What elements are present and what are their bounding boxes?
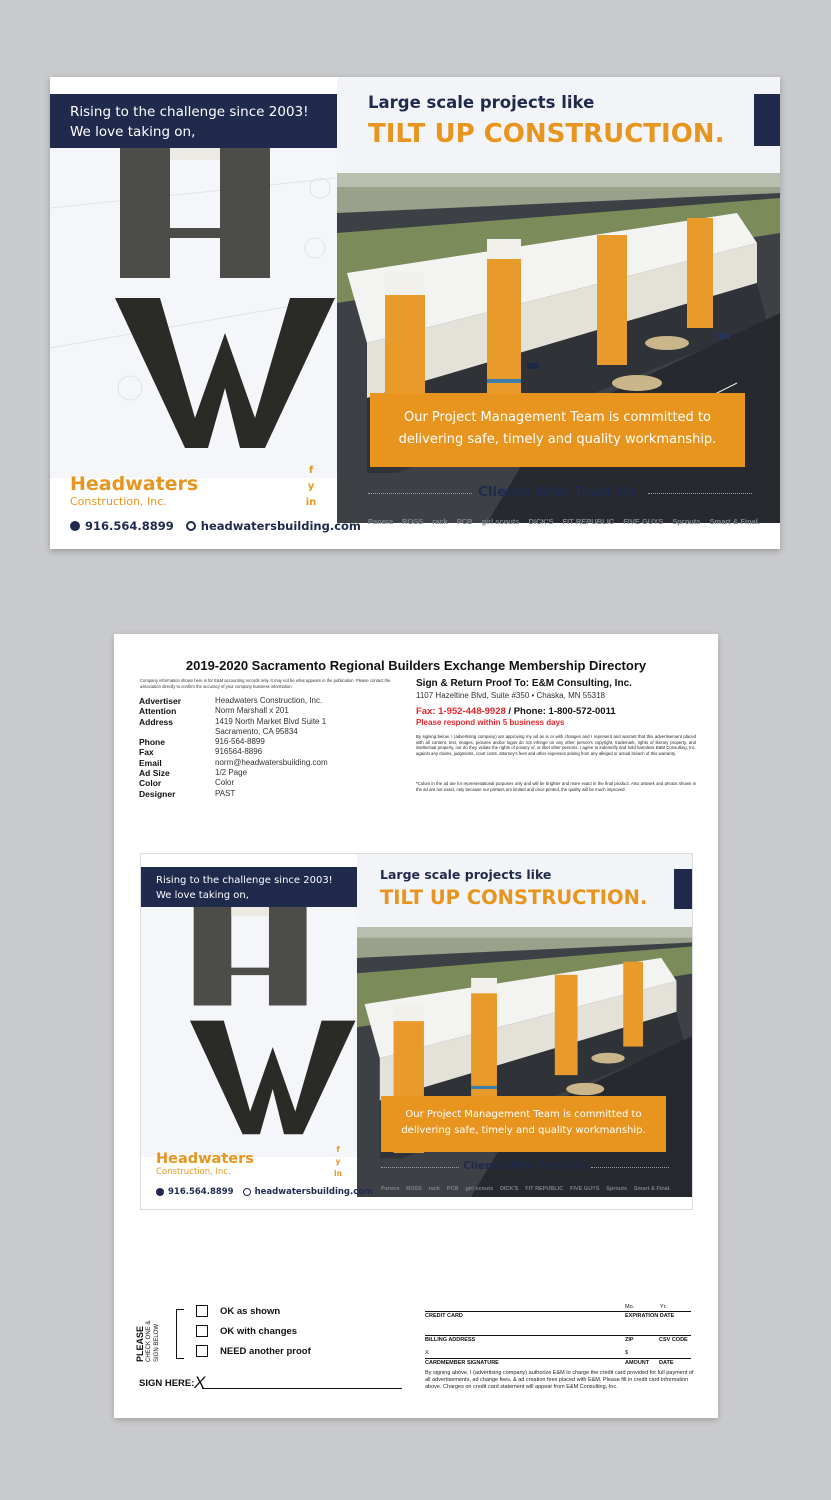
field-row xyxy=(139,778,389,788)
client-logo: Sprouts xyxy=(606,1186,628,1192)
option-label: OK with changes xyxy=(220,1325,298,1337)
client-logo: ROSS xyxy=(406,1186,422,1192)
year-label: Yr. xyxy=(660,1304,667,1310)
clients-title: Clients Who Trust Us xyxy=(478,484,636,500)
phone-icon xyxy=(156,1188,164,1196)
field-key: Email xyxy=(139,757,162,768)
option-ok-with-changes[interactable] xyxy=(196,1325,297,1337)
tagline-line2: We love taking on, xyxy=(70,124,196,140)
building-photo xyxy=(337,173,780,523)
checkbox[interactable] xyxy=(196,1305,208,1317)
subhead: Large scale projects like xyxy=(380,867,552,882)
clients-title: Clients Who Trust Us xyxy=(463,1160,586,1172)
field-row xyxy=(139,737,389,747)
color-disclaimer-text: *Colors in the ad are for representational purposes only and will be brighter and more exact in the final product. Also artwork and photos shown in the ad are not exact, only because our printers are limited and once printed, the quality will be much improved. xyxy=(416,781,696,792)
option-label: NEED another proof xyxy=(220,1345,311,1357)
client-logo: FIT REPUBLIC xyxy=(562,516,615,526)
brand-name: Headwaters xyxy=(70,473,199,495)
divider-left xyxy=(368,493,472,494)
monogram-block xyxy=(141,907,357,1157)
billing-address-label: BILLING ADDRESS xyxy=(425,1337,476,1343)
website-link[interactable]: headwatersbuilding.com xyxy=(254,1187,373,1197)
commitment-banner xyxy=(370,393,745,467)
social-icons xyxy=(332,1144,344,1180)
linkedin-icon[interactable]: in xyxy=(305,497,317,508)
dollar-sign: $ xyxy=(625,1350,629,1356)
navy-accent xyxy=(754,94,780,146)
divider-left xyxy=(381,1167,459,1168)
billing-address-line[interactable] xyxy=(425,1335,691,1336)
client-logo: FIVE GUYS xyxy=(623,516,664,526)
phone-number[interactable]: 916.564.8899 xyxy=(168,1187,234,1197)
field-key: Advertiser xyxy=(139,696,182,706)
website-link[interactable]: headwatersbuilding.com xyxy=(200,519,361,533)
respond-notice: Please respond within 5 business days xyxy=(416,718,565,727)
zip-label: ZIP xyxy=(625,1337,634,1343)
field-value: 916-564-8899 xyxy=(215,737,265,747)
client-logo: DICK'S xyxy=(500,1186,519,1192)
signature-x-mark: X xyxy=(194,1373,206,1392)
please-check-label xyxy=(135,1310,179,1364)
commitment-line1: Our Project Management Team is committed to xyxy=(403,410,711,425)
brand-logo xyxy=(70,473,198,508)
sign-here-label: SIGN HERE: xyxy=(139,1378,195,1389)
month-label: Mo. xyxy=(625,1304,635,1310)
subhead: Large scale projects like xyxy=(368,93,595,112)
client-logo: DICK'S xyxy=(528,516,554,526)
commitment-line2: delivering safe, timely and quality workmanship. xyxy=(398,432,717,447)
globe-icon xyxy=(186,521,196,531)
fax-phone-line xyxy=(416,706,616,717)
csv-label: CSV CODE xyxy=(659,1337,688,1343)
commitment-line2: delivering safe, timely and quality workmanship. xyxy=(401,1125,646,1136)
client-logo: PCB xyxy=(456,516,473,526)
field-value: Headwaters Construction, Inc. xyxy=(215,696,323,705)
contact-line xyxy=(156,1187,373,1197)
client-logo: FIT REPUBLIC xyxy=(525,1186,564,1192)
brand-logo xyxy=(156,1151,254,1177)
field-key: Designer xyxy=(139,788,176,799)
client-logo: girl scouts xyxy=(465,1186,494,1192)
brand-name: Headwaters xyxy=(156,1151,254,1167)
client-logo: Panera xyxy=(381,1186,400,1192)
client-logos xyxy=(381,1180,671,1198)
field-value: 1/2 Page xyxy=(215,768,248,778)
client-logo: Sprouts xyxy=(672,516,701,526)
field-row xyxy=(139,768,389,778)
client-logos xyxy=(368,510,760,532)
field-key: Color xyxy=(139,778,162,789)
client-logo: rack xyxy=(432,516,448,526)
authorization-text: By signing above, I (advertising company) authorize E&M to charge the credit card provided for full payment of all advertisements, ad change fees, & ad creation fees placed with E&M. Please fill in credit card information above. Charges on credit card statement will appear from E&M Consulting, Inc. xyxy=(425,1370,694,1391)
brand-sub: Construction, Inc. xyxy=(70,495,167,508)
tagline-line2: We love taking on, xyxy=(156,890,249,901)
please-text: PLEASE xyxy=(135,1325,145,1362)
facebook-icon[interactable]: f xyxy=(308,465,314,476)
field-key: Attention xyxy=(139,706,177,717)
field-row xyxy=(139,717,389,727)
fax-number: Fax: 1-952-448-9928 xyxy=(416,706,506,717)
directory-title: 2019-2020 Sacramento Regional Builders Exchange Membership Directory xyxy=(185,658,647,673)
signature-line[interactable] xyxy=(202,1388,402,1389)
field-value: 916564-8896 xyxy=(215,747,263,757)
client-logo: PCB xyxy=(446,1186,459,1192)
twitter-icon[interactable]: y xyxy=(335,1157,341,1166)
headline: TILT UP CONSTRUCTION. xyxy=(368,119,725,149)
navy-accent xyxy=(674,869,693,909)
facebook-icon[interactable]: f xyxy=(336,1145,340,1154)
field-row xyxy=(139,696,389,706)
phone-number[interactable]: 916.564.8899 xyxy=(85,519,174,533)
commitment-line1: Our Project Management Team is committed to xyxy=(405,1109,642,1120)
field-row xyxy=(139,727,389,737)
divider-right xyxy=(591,1167,669,1168)
field-row xyxy=(139,747,389,757)
approval-warranty-text: By signing below, I (advertising company) am approving my ad as is or with changes and I represent and warrant that this advertisement placed with all content, text, images, pictures and/or logos do not infringe on any other person's copyright, trademark, rights of literary property, and intellectual property, nor do they violate the rights of privacy of, or libel other persons. I agree to indemnify and hold harmless E&M Consulting, Inc. against any claims, judgments, court costs, attorney's fees and other expenses arising from any alleged or actual breach of this warranty. xyxy=(416,734,696,756)
field-key xyxy=(139,727,215,737)
checkbox[interactable] xyxy=(196,1325,208,1337)
monogram-block xyxy=(50,148,337,478)
advertiser-fields xyxy=(139,696,389,799)
client-logo: FIVE GUYS xyxy=(570,1186,600,1192)
phone-icon xyxy=(70,521,80,531)
phone-number: / Phone: 1-800-572-0011 xyxy=(505,706,616,717)
expiration-label: EXPIRATION DATE xyxy=(625,1313,675,1319)
twitter-icon[interactable]: y xyxy=(307,481,315,492)
cardmember-signature-label: CARDMEMBER SIGNATURE xyxy=(425,1360,499,1366)
client-logo: rack xyxy=(428,1186,440,1192)
date-label: DATE xyxy=(659,1360,674,1366)
field-row xyxy=(139,758,389,768)
ad-preview-small xyxy=(140,853,693,1210)
field-value: norm@headwatersbuilding.com xyxy=(215,757,328,767)
brand-sub: Construction, Inc. xyxy=(156,1167,231,1177)
options-bracket xyxy=(176,1309,184,1359)
headline: TILT UP CONSTRUCTION. xyxy=(380,886,648,909)
field-key: Fax xyxy=(139,747,154,758)
option-label: OK as shown xyxy=(220,1305,281,1317)
client-logo: Smart & Final. xyxy=(709,516,760,526)
social-icons xyxy=(304,463,318,511)
client-logo: Panera xyxy=(368,516,394,526)
option-need-another-proof[interactable] xyxy=(196,1345,311,1357)
option-ok-as-shown[interactable] xyxy=(196,1305,280,1317)
credit-card-line[interactable] xyxy=(425,1311,691,1312)
field-value: PAST xyxy=(215,788,236,798)
field-value: 1419 North Market Blvd Suite 1 xyxy=(215,716,327,726)
tagline-bar xyxy=(141,867,357,907)
signature-x: X xyxy=(425,1350,429,1356)
return-address: 1107 Hazeltine Blvd, Suite #350 • Chaska, MN 55318 xyxy=(416,691,605,700)
field-value: Color xyxy=(215,778,235,788)
sign-return-title: Sign & Return Proof To: E&M Consulting, Inc. xyxy=(416,678,632,689)
client-logo: girl scouts xyxy=(481,516,520,526)
sign-below-text: SIGN BELOW xyxy=(154,1323,160,1362)
field-row xyxy=(139,789,389,799)
building-photo xyxy=(357,927,693,1197)
divider-right xyxy=(648,493,752,494)
field-key: Address xyxy=(139,716,174,727)
ad-preview-large xyxy=(50,77,780,549)
accounting-disclaimer: Company information shown here is for E&M accounting records only. It may not be what appears in the publication. Please contact the association directly to confirm the accuracy of your company business information. xyxy=(140,678,391,689)
credit-card-label: CREDIT CARD xyxy=(425,1313,463,1319)
commitment-banner xyxy=(381,1096,666,1152)
client-logo: Smart & Final. xyxy=(633,1186,671,1192)
contact-line xyxy=(70,519,361,533)
amount-label: AMOUNT xyxy=(625,1360,650,1366)
tagline-bar xyxy=(50,94,337,148)
globe-icon xyxy=(243,1188,251,1196)
field-row xyxy=(139,706,389,716)
field-value: Sacramento, CA 95834 xyxy=(215,726,298,736)
field-key: Ad Size xyxy=(139,768,170,779)
cardmember-signature-line[interactable] xyxy=(425,1358,691,1359)
tagline-line1: Rising to the challenge since 2003! xyxy=(70,104,309,120)
client-logo: ROSS xyxy=(402,516,424,526)
tagline-line1: Rising to the challenge since 2003! xyxy=(156,875,333,886)
field-value: Norm Marshall x 201 xyxy=(215,706,289,716)
linkedin-icon[interactable]: in xyxy=(334,1169,342,1178)
field-key: Phone xyxy=(139,737,165,748)
checkbox[interactable] xyxy=(196,1345,208,1357)
check-one-text: CHECK ONE & xyxy=(146,1320,152,1362)
